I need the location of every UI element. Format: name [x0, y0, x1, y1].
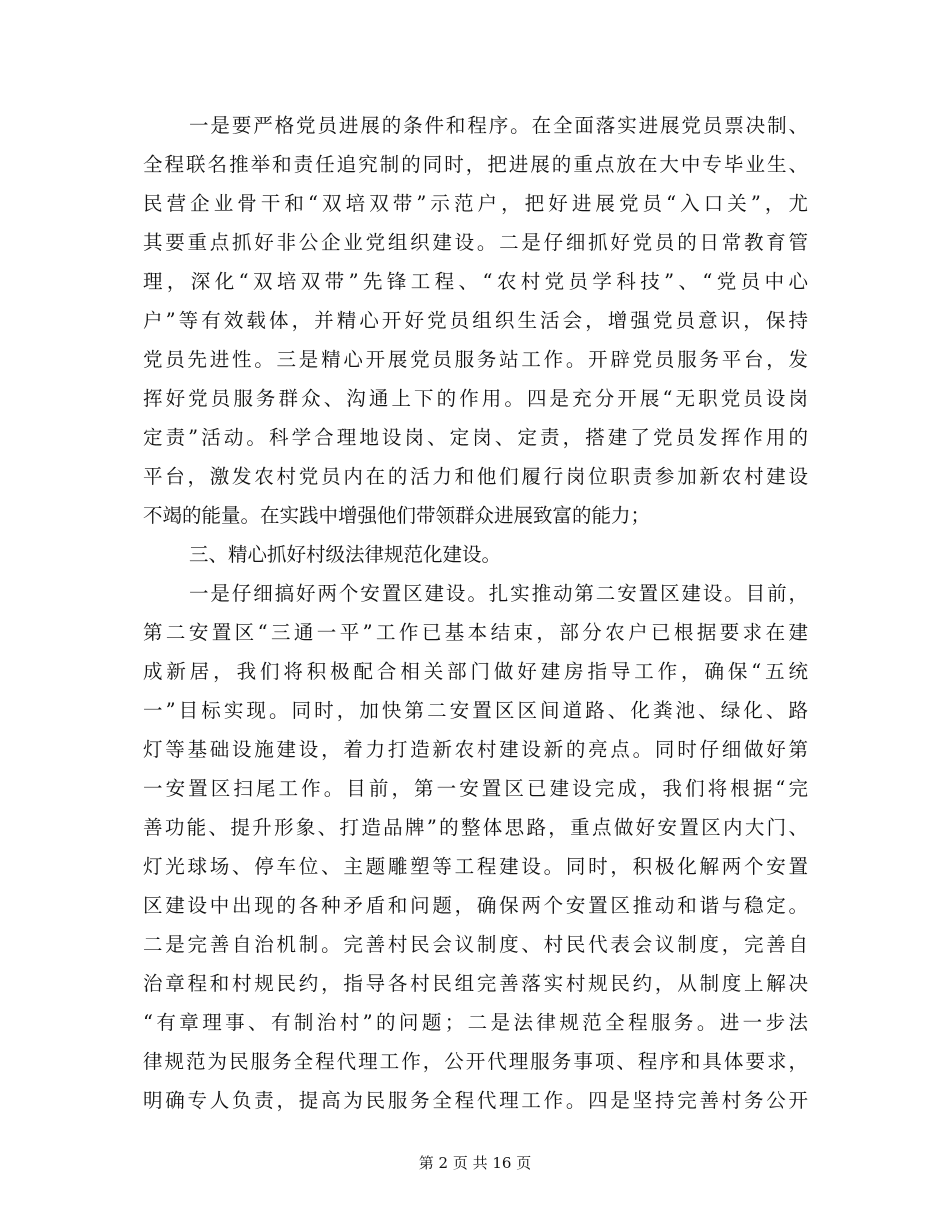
- document-body: [143, 106, 808, 1120]
- paragraph-line: “有章理事、有制治村”的问题；二是法律规范全程服务。进一步法: [143, 1011, 808, 1034]
- paragraph-line: 律规范为民服务全程代理工作，公开代理服务事项、程序和具体要求，: [143, 1050, 808, 1073]
- paragraph-line: 挥好党员服务群众、沟通上下的作用。四是充分开展“无职党员设岗: [143, 387, 808, 410]
- paragraph-line: 灯等基础设施建设，着力打造新农村建设新的亮点。同时仔细做好第: [143, 738, 808, 761]
- paragraph-line: 民营企业骨干和“双培双带”示范户，把好进展党员“入口关”，尤: [143, 192, 808, 215]
- paragraph-line: 区建设中出现的各种矛盾和问题，确保两个安置区推动和谐与稳定。: [143, 894, 808, 917]
- paragraph-line: 二是完善自治机制。完善村民会议制度、村民代表会议制度，完善自: [143, 933, 808, 956]
- paragraph-line: 第二安置区“三通一平”工作已基本结束，部分农户已根据要求在建: [143, 621, 808, 644]
- paragraph-line: 灯光球场、停车位、主题雕塑等工程建设。同时，积极化解两个安置: [143, 855, 808, 878]
- paragraph-line: 一是要严格党员进展的条件和程序。在全面落实进展党员票决制、: [189, 114, 808, 137]
- paragraph-line: 一安置区扫尾工作。目前，第一安置区已建设完成，我们将根据“完: [143, 777, 808, 800]
- paragraph-line: 理，深化“双培双带”先锋工程、“农村党员学科技”、“党员中心: [143, 270, 808, 293]
- section-heading: 三、精心抓好村级法律规范化建设。: [189, 543, 502, 566]
- paragraph-line: 治章程和村规民约，指导各村民组完善落实村规民约，从制度上解决: [143, 972, 808, 995]
- paragraph-line: 不竭的能量。在实践中增强他们带领群众进展致富的能力；: [143, 504, 651, 527]
- paragraph-line: 平台，激发农村党员内在的活力和他们履行岗位职责参加新农村建设: [143, 465, 808, 488]
- paragraph-line: 户”等有效载体，并精心开好党员组织生活会，增强党员意识，保持: [143, 309, 808, 332]
- page-number: 第 2 页 共 16 页: [418, 1154, 532, 1172]
- paragraph-line: 党员先进性。三是精心开展党员服务站工作。开辟党员服务平台，发: [143, 348, 808, 371]
- paragraph-line: 定责”活动。科学合理地设岗、定岗、定责，搭建了党员发挥作用的: [143, 426, 808, 449]
- paragraph-line: 一”目标实现。同时，加快第二安置区区间道路、化粪池、绿化、路: [143, 699, 808, 722]
- paragraph-line: 其要重点抓好非公企业党组织建设。二是仔细抓好党员的日常教育管: [143, 231, 808, 254]
- paragraph-line: 成新居，我们将积极配合相关部门做好建房指导工作，确保“五统: [143, 660, 808, 683]
- paragraph-line: 明确专人负责，提高为民服务全程代理工作。四是坚持完善村务公开: [143, 1089, 808, 1112]
- paragraph-line: 全程联名推举和责任追究制的同时，把进展的重点放在大中专毕业生、: [143, 153, 808, 176]
- paragraph-line: 善功能、提升形象、打造品牌”的整体思路，重点做好安置区内大门、: [143, 816, 808, 839]
- paragraph-line: 一是仔细搞好两个安置区建设。扎实推动第二安置区建设。目前，: [189, 582, 808, 605]
